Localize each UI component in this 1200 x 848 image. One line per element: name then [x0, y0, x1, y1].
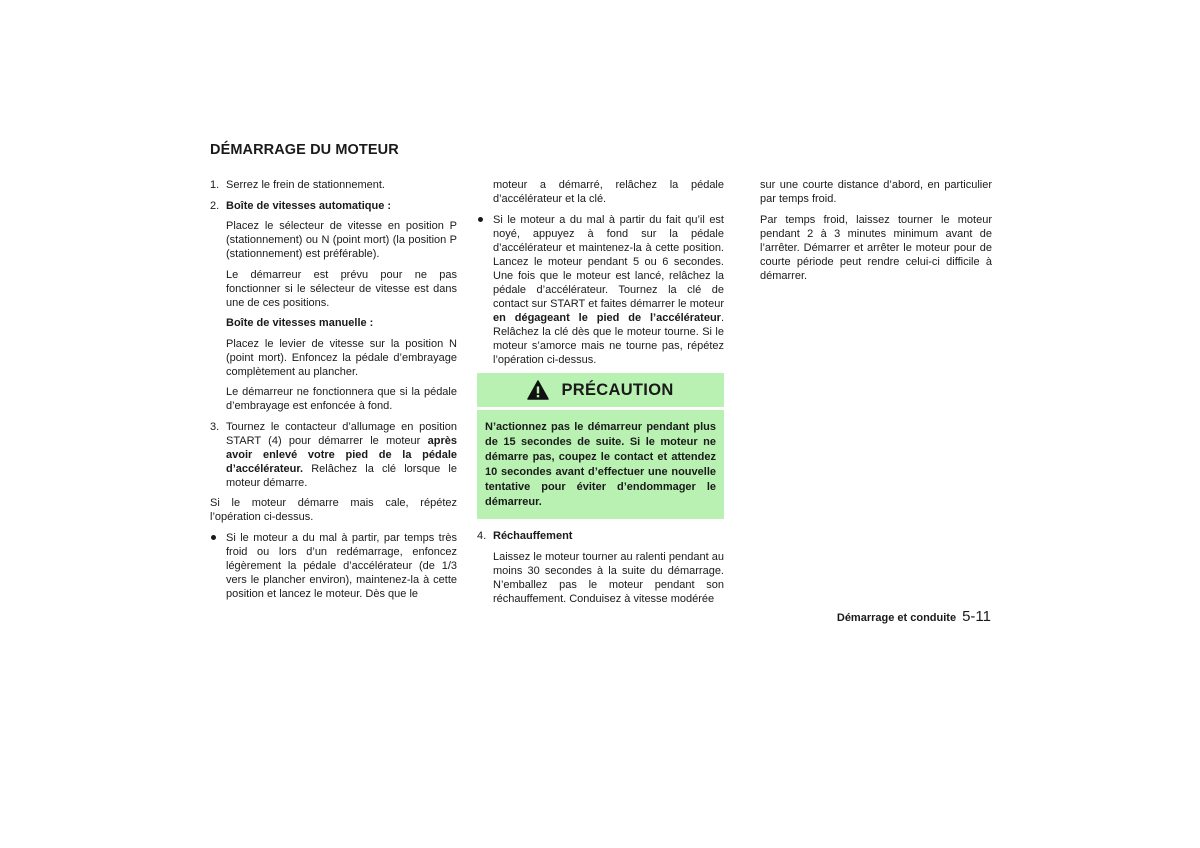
bullet-icon — [477, 213, 493, 367]
paragraph: Par temps froid, laissez tourner le moteur pendant 2 à 3 minutes minimum avant de l’arrêter. Démarrer et arrêter le moteur pour de courte période peut rendre celui-ci difficile à démarrer. — [760, 213, 992, 282]
column-right — [760, 178, 992, 289]
warning-icon — [527, 380, 549, 400]
paragraph: Placez le levier de vitesse sur la position N (point mort). Enfoncez la pédale d’embrayage complètement au plancher. — [226, 337, 457, 378]
step-heading: Réchauffement — [493, 530, 573, 542]
column-left — [210, 178, 457, 607]
page-number: 5-11 — [962, 608, 991, 625]
step-text: Serrez le frein de stationnement. — [226, 179, 385, 191]
bullet-item — [477, 213, 724, 367]
paragraph: sur une courte distance d’abord, en particulier par temps froid. — [760, 179, 992, 205]
sub-heading: Boîte de vitesses manuelle : — [226, 317, 374, 329]
paragraph: Placez le sélecteur de vitesse en position P (stationnement) ou N (point mort) (la position P (stationnement) est préférable). — [226, 220, 457, 260]
step-heading: Boîte de vitesses automatique : — [226, 199, 392, 212]
step-number: 1. — [210, 179, 220, 191]
page-footer — [837, 608, 991, 625]
caution-title: PRÉCAUTION — [561, 381, 674, 399]
caution-header — [477, 373, 724, 410]
step-number: 4. — [477, 530, 487, 542]
column-middle — [477, 178, 724, 612]
step-number: 3. — [210, 420, 220, 433]
bullet-text: Si le moteur a du mal à partir, par temps très froid ou lors d’un redémarrage, enfoncez légèrement la pédale d’accélérateur (de 1/3 vers le plancher environ), maintenez-la à cette position et lancez le moteur. Dès que le — [226, 531, 457, 600]
bullet-item — [210, 531, 457, 601]
caution-text: N’actionnez pas le démarreur pendant plus de 15 secondes de suite. Si le moteur ne démarre pas, coupez le contact et attendez 10 secondes avant d’effectuer une nouvelle tentative pour éviter d’endommager le démarreur. — [485, 421, 716, 508]
step-text: Relâchez la clé lorsque le moteur démarre. — [226, 462, 457, 489]
bullet-text: Si le moteur a du mal à partir du fait qu’il est noyé, appuyez à fond sur la pédale d’accélérateur et maintenez-la à cette position. Lancez le moteur pendant 5 ou 6 secondes. Une fois que le moteur est lancé, relâchez la pédale d’accélérateur. Tournez la clé de contact sur START et faites démarrer le moteur — [493, 213, 724, 310]
step-1 — [210, 178, 457, 192]
page-title: DÉMARRAGE DU MOTEUR — [210, 142, 399, 158]
paragraph: Laissez le moteur tourner au ralenti pendant au moins 30 secondes à la suite du démarrage. N’emballez pas le moteur pendant son réchauffement. Conduisez à vitesse modérée — [493, 550, 724, 605]
step-text: Tournez le contacteur d’allumage en position START (4) pour démarrer le moteur — [226, 420, 457, 447]
section-name: Démarrage et conduite — [836, 612, 957, 624]
bullet-emphasis: en dégageant le pied de l’accélérateur — [493, 311, 721, 324]
step-number: 2. — [210, 199, 220, 212]
bullet-icon — [210, 531, 226, 601]
bullet-text: . Relâchez la clé dès que le moteur tourne. Si le moteur s’amorce mais ne tourne pas, répétez l’opération ci-dessus. — [493, 311, 724, 366]
caution-box — [477, 373, 724, 519]
step-4 — [477, 529, 724, 543]
paragraph: Le démarreur ne fonctionnera que si la pédale d’embrayage est enfoncée à fond. — [226, 386, 457, 412]
paragraph: Le démarreur est prévu pour ne pas fonctionner si le sélecteur de vitesse est dans une de ces positions. — [226, 268, 457, 309]
step-emphasis: après avoir enlevé votre pied de la pédale d’accélérateur. — [226, 434, 457, 475]
step-2 — [210, 199, 457, 213]
step-3 — [210, 420, 457, 490]
paragraph: Si le moteur démarre mais cale, répétez l’opération ci-dessus. — [210, 497, 457, 523]
paragraph: moteur a démarré, relâchez la pédale d’accélérateur et la clé. — [493, 179, 724, 205]
